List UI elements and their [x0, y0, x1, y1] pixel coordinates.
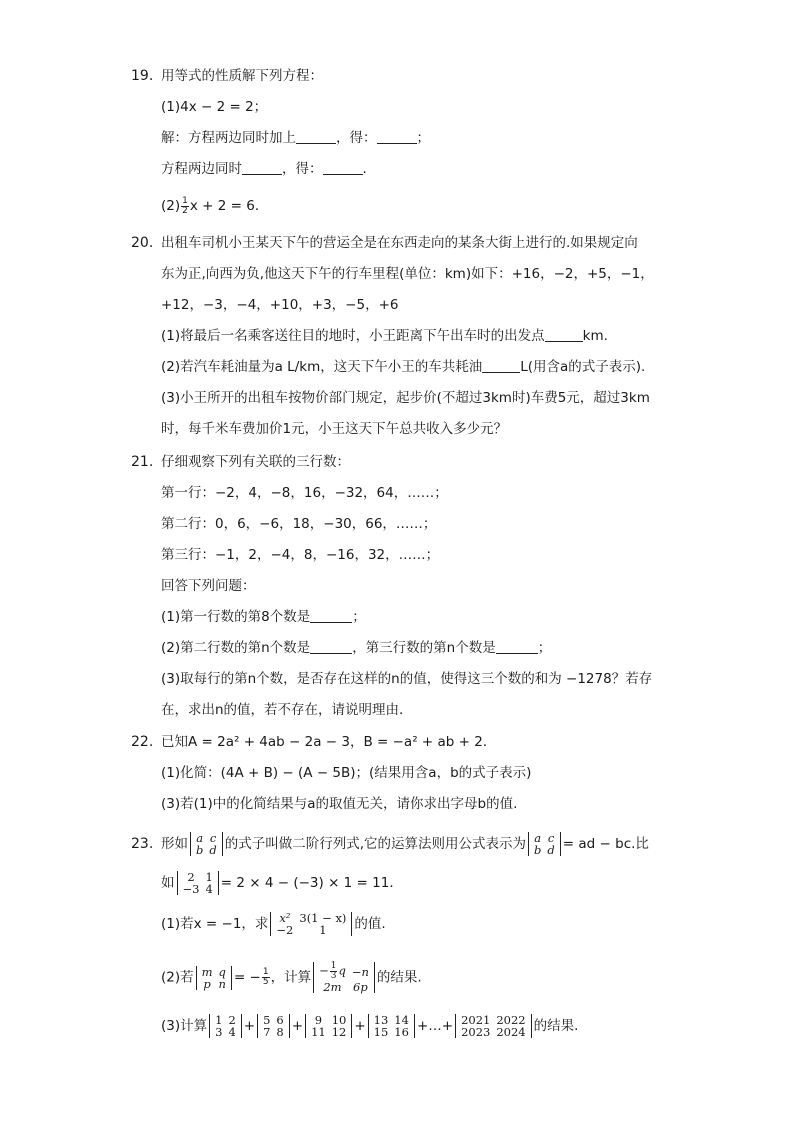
- det-cell: 2m: [323, 980, 342, 994]
- q19-sol-text-c: ；: [416, 130, 430, 146]
- q19-sol-text-f: .: [362, 161, 367, 177]
- det-cell: 14: [394, 1013, 409, 1027]
- q23-line2: [161, 870, 403, 896]
- q22-part3: (3)若(1)中的化简结果与a的取值无关，请你求出字母b的值.: [161, 796, 518, 812]
- det-cell: −3: [182, 882, 200, 896]
- det-cell: 4: [205, 882, 213, 896]
- fraction-one-half: [181, 197, 189, 216]
- det-cell: 15: [373, 1025, 389, 1039]
- det-cell: 2021: [461, 1013, 491, 1027]
- q20-part3-line1: (3)小王所开的出租车按物价部门规定，起步价(不超过3km时)车费5元，超过3km: [161, 390, 650, 406]
- q23-p1-text-a: (1)若x = −1，求: [161, 916, 269, 932]
- q19-sol-text-d: 方程两边同时: [161, 161, 242, 177]
- q19-sol-text-e: ，得：: [282, 161, 323, 177]
- q20-p2-text: (2)若汽车耗油量为a L/km，这天下午小王的车共耗油: [161, 359, 483, 375]
- det-cell: 6p: [353, 980, 368, 994]
- q19-p2-label: (2): [161, 198, 181, 214]
- det-cell: 3(1 − x): [299, 911, 347, 925]
- det-cell: 2: [228, 1013, 236, 1027]
- q20-text-1: 出租车司机小王某天下午的营运全是在东西走向的某条大街上进行的.如果规定向: [161, 235, 638, 251]
- q19-number: 19.: [131, 68, 154, 84]
- minus-sign: −: [319, 963, 329, 978]
- q20-p2-unit: L(用含a的式子表示).: [520, 359, 646, 375]
- det-cell: 2022: [496, 1013, 526, 1027]
- q21-part2: [161, 638, 551, 658]
- determinant-abcd-formula: [528, 832, 561, 856]
- det-cell: 12: [331, 1025, 347, 1039]
- q21-stem: 仔细观察下列有关联的三行数：: [161, 454, 350, 470]
- determinant-s1: [209, 1014, 242, 1038]
- q21-p1-text: (1)第一行数的第8个数是: [161, 609, 311, 625]
- q21-p2-text-a: (2)第二行数的第n个数是: [161, 640, 311, 656]
- q23-text-b: 的式子叫做二阶行列式,它的运算法则用公式表示为: [224, 836, 527, 852]
- q21-part3-line1: (3)取每行的第n个数，是否存在这样的n的值，使得这三个数的和为 −1278？若存: [161, 671, 653, 687]
- frac-denominator: 2: [182, 205, 188, 216]
- answer-blank[interactable]: [323, 160, 363, 175]
- det-cell: 2: [187, 870, 195, 884]
- det-cell: b: [196, 843, 204, 857]
- q23-p2-text-c: ，计算: [270, 969, 312, 986]
- det-cell: 1: [205, 870, 213, 884]
- q23-part3: [161, 1013, 578, 1039]
- det-cell: m: [201, 964, 213, 979]
- q20-part1: [161, 326, 608, 346]
- det-cell: 13: [373, 1013, 389, 1027]
- det-cell: p: [203, 976, 211, 991]
- determinant-abcd: [190, 832, 223, 856]
- frac-denominator: 3: [330, 971, 337, 981]
- q23-part2: [161, 962, 422, 992]
- determinant-mqpn: [196, 966, 232, 990]
- det-cell: q: [338, 963, 346, 978]
- answer-blank[interactable]: [482, 358, 520, 373]
- q21-p2-text-b: ，第三行数的第n个数是: [352, 640, 496, 656]
- q19-sol-text-b: ，得：: [336, 130, 377, 146]
- q21-row1: 第一行：−2，4，−8，16，−32，64，……；: [161, 485, 448, 501]
- q22-part1: (1)化简：(4A + B) − (A − 5B)；(结果用含a，b的式子表示): [161, 765, 532, 781]
- q23-p3-text-end: 的结果.: [533, 1018, 579, 1034]
- q21-p1-end: ；: [352, 609, 366, 625]
- det-cell: a: [534, 831, 542, 845]
- determinant-s4: [368, 1014, 415, 1038]
- det-cell: a: [196, 831, 204, 845]
- q21-part3-line2: 在，求出n的值，若不存在，请说明理由.: [161, 702, 404, 718]
- q20-number: 20.: [131, 235, 154, 251]
- det-cell: 10: [331, 1013, 347, 1027]
- q19-stem: 用等式的性质解下列方程：: [161, 68, 323, 84]
- q21-ask: 回答下列问题：: [161, 578, 256, 594]
- det-cell: d: [209, 843, 217, 857]
- q23-l2-text-b: = 2 × 4 − (−3) × 1 = 11．: [220, 875, 403, 891]
- fraction-one-third: [330, 962, 338, 981]
- answer-blank[interactable]: [296, 129, 336, 144]
- det-cell: q: [218, 964, 226, 979]
- q21-part1: [161, 607, 366, 627]
- answer-blank[interactable]: [545, 327, 583, 342]
- q23-p2-text-a: (2)若: [161, 969, 194, 986]
- q23-p2-text-b: = −: [233, 969, 261, 986]
- plus-sign: +: [354, 1018, 366, 1034]
- det-cell: 7: [263, 1025, 271, 1039]
- q23-line1-content: [161, 831, 649, 857]
- det-cell: −2: [276, 923, 294, 937]
- q21-p2-end: ；: [537, 640, 552, 656]
- q20-part2: [161, 357, 645, 377]
- q20-p1-unit: km.: [582, 328, 608, 344]
- det-cell: 9: [314, 1013, 323, 1027]
- det-cell: 1: [215, 1013, 223, 1027]
- q23-p1-text-b: 的值.: [354, 916, 386, 932]
- answer-blank[interactable]: [242, 160, 282, 175]
- q19-part1: (1)4x − 2 = 2；: [161, 99, 268, 115]
- det-cell: 6: [276, 1013, 284, 1027]
- q21-row3: 第三行：−1，2，−4，8，−16，32，……；: [161, 547, 440, 563]
- q22-number: 22.: [131, 734, 154, 750]
- plus-sign: +: [291, 1018, 304, 1034]
- det-cell: 2023: [461, 1025, 491, 1039]
- answer-blank[interactable]: [377, 129, 417, 144]
- frac-numerator: 1: [182, 195, 188, 206]
- q19-part2: [161, 196, 268, 216]
- det-cell: 2024: [496, 1025, 526, 1039]
- determinant-s2: [257, 1014, 290, 1038]
- answer-blank[interactable]: [310, 639, 352, 654]
- q20-p1-text: (1)将最后一名乘客送往目的地时，小王距离下午出车时的出发点: [161, 328, 545, 344]
- fraction-one-fifth: [262, 968, 270, 987]
- det-cell: −n: [351, 964, 369, 979]
- determinant-s3: [305, 1014, 352, 1038]
- q23-number: 23.: [131, 836, 154, 852]
- det-cell: 11: [311, 1025, 326, 1039]
- q22-stem: 已知A = 2a² + 4ab − 2a − 3，B = −a² + ab + 2．: [161, 734, 497, 750]
- q23-p2-text-d: 的结果.: [376, 969, 422, 986]
- det-cell: b: [534, 843, 542, 857]
- det-cell: 3: [215, 1025, 223, 1039]
- q20-line2: 东为正,向西为负,他这天下午的行车里程(单位：km)如下：+16，−2，+5，−1，: [161, 266, 654, 282]
- frac-denominator: 5: [262, 977, 269, 987]
- q21-number: 21.: [131, 454, 154, 470]
- det-cell: x²: [279, 911, 291, 925]
- q23-p3-text-a: (3)计算: [161, 1018, 208, 1034]
- ellipsis-sum: +…+: [416, 1018, 454, 1034]
- q19-sol-text-a: 解：方程两边同时加上: [161, 130, 296, 146]
- det-cell: 4: [228, 1025, 236, 1039]
- det-cell: 5: [263, 1013, 271, 1027]
- answer-blank[interactable]: [496, 639, 538, 654]
- frac-numerator: 1: [330, 961, 337, 971]
- frac-numerator: 1: [262, 967, 269, 977]
- det-cell: c: [209, 831, 217, 845]
- q19-solution-line2: [161, 159, 367, 179]
- answer-blank[interactable]: [310, 608, 352, 623]
- determinant-s5: [455, 1014, 532, 1038]
- det-cell: c: [547, 831, 555, 845]
- q19-solution-line1: [161, 128, 430, 148]
- determinant-x: [270, 912, 352, 936]
- q19-p2-rest: x + 2 = 6．: [189, 198, 269, 214]
- det-cell: d: [547, 843, 555, 857]
- determinant-big: [313, 962, 375, 993]
- q23-part1: [161, 911, 386, 937]
- q21-row2: 第二行：0，6，−6，18，−30，66，……；: [161, 516, 437, 532]
- q23-l2-text-a: 如: [161, 875, 175, 891]
- det-cell: n: [218, 976, 226, 991]
- det-cell: 1: [319, 923, 327, 937]
- q20-line3: +12，−3，−4，+10，+3，−5，+6: [161, 297, 399, 313]
- q20-part3-line2: 时，每千米车费加价1元，小王这天下午总共收入多少元？: [161, 421, 508, 437]
- plus-sign: +: [243, 1018, 256, 1034]
- q23-text-a: 形如: [161, 836, 188, 852]
- determinant-example: [177, 871, 219, 895]
- det-cell: 8: [276, 1025, 284, 1039]
- q23-text-c: = ad − bc.比: [562, 836, 649, 852]
- det-cell: 16: [394, 1025, 409, 1039]
